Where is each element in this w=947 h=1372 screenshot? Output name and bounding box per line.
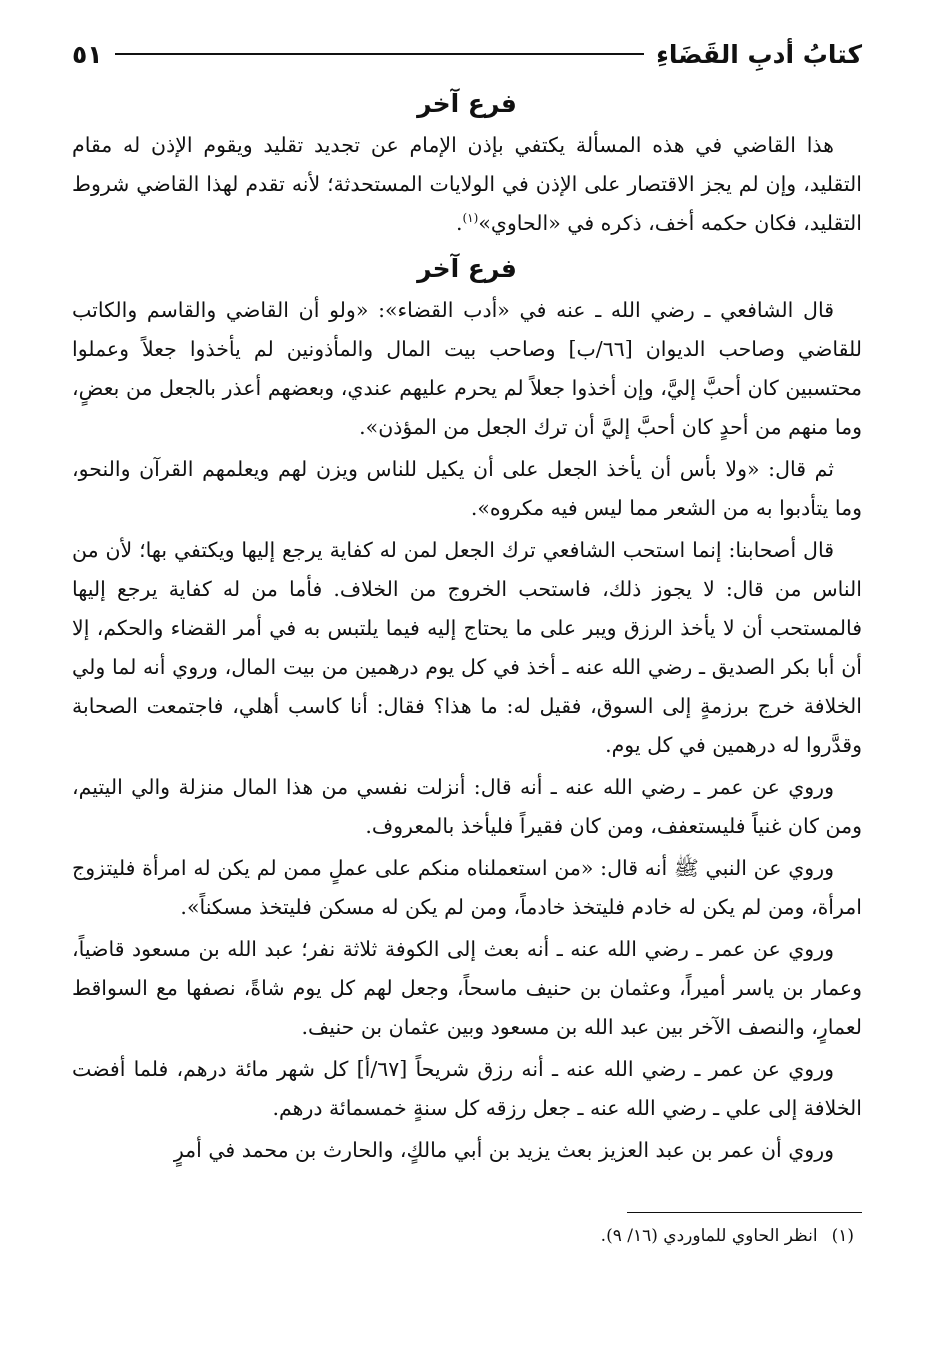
paragraph-tail: . xyxy=(455,211,463,235)
paragraph: وروي أن عمر بن عبد العزيز بعث يزيد بن أبي مالكٍ، والحارث بن محمد في أمرٍ xyxy=(173,1138,834,1162)
footnote-separator-wrap xyxy=(72,1212,862,1213)
footnote-separator xyxy=(627,1212,862,1213)
footnote-number: (١) xyxy=(831,1226,854,1246)
paragraph-text: هذا القاضي في هذه المسألة يكتفي بإذن الإمام عن تجديد تقليد ويقوم الإذن له مقام التقليد، وإن لم يجز الاقتصار على الإذن في الولايات المستحدثة؛ لأنه تقدم لهذا القاضي شروط التقليد، فكان حكمه أخف، ذكره في «الحاوي» xyxy=(72,133,862,235)
paragraph: وروي عن عمر ـ رضي الله عنه ـ أنه بعث إلى الكوفة ثلاثة نفر؛ عبد الله بن مسعود قاضياً، وعمار بن ياسر أميراً، وعثمان بن حنيف ماسحاً، وجعل لهم كل يوم شاةً، نصفها مع السواقط لعمارٍ، والنصف الآخر بين عبد الله بن مسعود وبين عثمان بن حنيف. xyxy=(72,937,862,1039)
footnote-text: انظر الحاوي للماوردي (١٦/ ٩). xyxy=(600,1226,818,1246)
running-header xyxy=(72,30,862,78)
paragraph: ثم قال: «ولا بأس أن يأخذ الجعل على أن يكيل للناس ويزن لهم ويعلمهم القرآن والنحو، وما يتأدبوا به من الشعر مما ليس فيه مكروه». xyxy=(72,457,862,520)
book-page xyxy=(72,30,862,1251)
book-title: كتابُ أدبِ القَضَاءِ xyxy=(656,39,862,69)
paragraph xyxy=(72,126,862,243)
header-rule xyxy=(115,53,645,55)
paragraph: وروي عن النبي ﷺ أنه قال: «من استعملناه منكم على عملٍ ممن لم يكن له امرأة فليتزوج امرأة، ومن لم يكن له خادم فليتخذ خادماً، ومن لم يكن له مسكن فليتخذ مسكناً». xyxy=(72,856,862,919)
page-number: ٥١ xyxy=(72,39,103,69)
paragraph: قال الشافعي ـ رضي الله ـ عنه في «أدب القضاء»: «ولو أن القاضي والقاسم والكاتب للقاضي وصاحب الديوان [٦٦/ب] وصاحب بيت المال والمأذونين لم يأخذوا جعلاً وعملوا محتسبين كان أحبَّ إليَّ، وإن أخذوا جعلاً لم يحرم عليهم عندي، وبعضهم أعذر بالجعل من بعضٍ، وما منهم من أحدٍ كان أحبَّ إليَّ أن ترك الجعل من المؤذن». xyxy=(72,298,862,439)
section-heading: فرع آخر xyxy=(417,254,517,283)
paragraph: وروي عن عمر ـ رضي الله عنه ـ أنه رزق شريحاً [٦٧/أ] كل شهر مائة درهم، فلما أفضت الخلافة إلى علي ـ رضي الله عنه ـ جعل رزقه كل سنةٍ خمسمائة درهم. xyxy=(72,1057,862,1120)
paragraph: قال أصحابنا: إنما استحب الشافعي ترك الجعل لمن له كفاية يرجع إليها ويكتفي بها؛ لأن من الناس من قال: لا يجوز ذلك، فاستحب الخروج من الخلاف. فأما من له كفاية يرجع إليها فالمستحب أن لا يأخذ الرزق ويبر على ما يحتاج إليه فيما يلتبس به في أمر القضاء والحكم، إلا أن أبا بكر الصديق ـ رضي الله عنه ـ أخذ في كل يوم درهمين من بيت المال، وروي أنه لما ولي الخلافة خرج برزمةٍ إلى السوق، فقيل له: ما هذا؟ فقال: أنا كاسب أهلي، فاجتمعت الصحابة وقدَّروا له درهمين في كل يوم. xyxy=(72,538,862,757)
footnote xyxy=(72,1221,854,1251)
footnote-reference[interactable]: (١) xyxy=(462,211,479,226)
paragraph: وروي عن عمر ـ رضي الله عنه ـ أنه قال: أنزلت نفسي من هذا المال منزلة والي اليتيم، ومن كان غنياً فليستعفف، ومن كان فقيراً فليأخذ بالمعروف. xyxy=(72,775,862,838)
section-heading: فرع آخر xyxy=(417,89,517,118)
